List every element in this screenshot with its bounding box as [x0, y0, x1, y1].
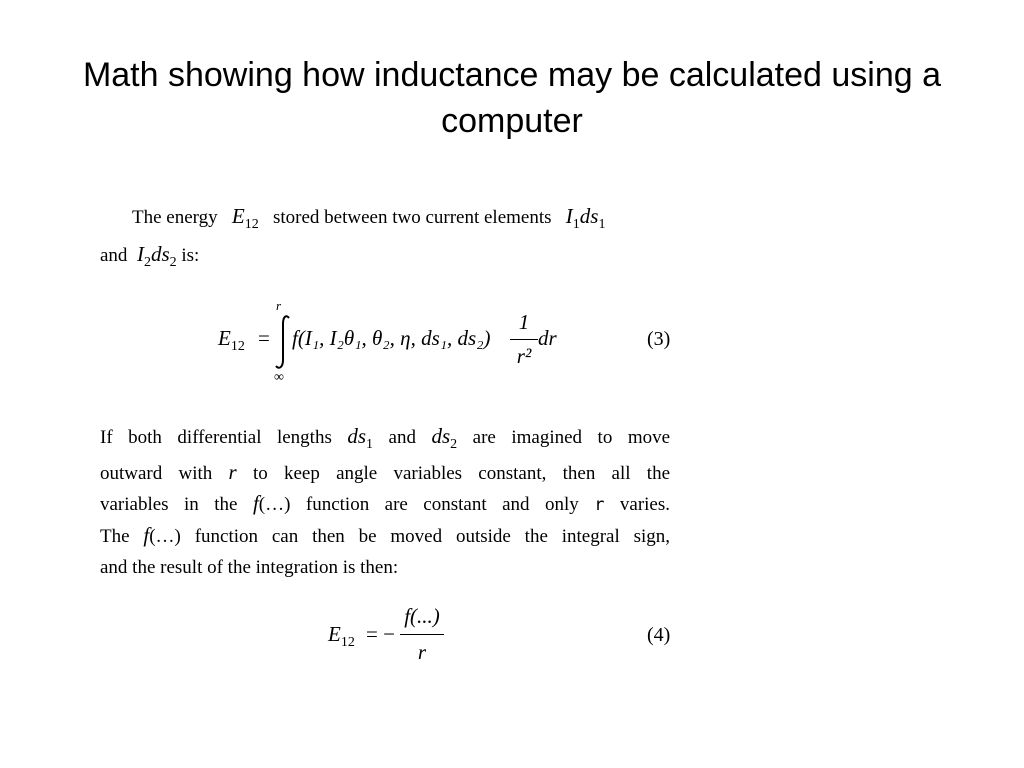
intro-word-energy: The energy [132, 207, 218, 228]
intro-line-2 [100, 242, 670, 271]
eq4-frac-bar [400, 634, 444, 635]
eq3-frac-bar [510, 339, 538, 340]
f-symbol: f [143, 523, 150, 547]
para2-text: variables in the [100, 494, 238, 515]
para2-line-1 [100, 424, 670, 453]
para2-text: are imagined to move [472, 427, 671, 448]
intro-word-and: and [100, 245, 128, 266]
f-symbol: f [252, 491, 259, 515]
r-symbol: r [594, 495, 605, 515]
para2-line-2 [100, 460, 670, 485]
eq3-frac-den: r² [516, 344, 532, 368]
para2-text: If both differential lengths [100, 427, 332, 448]
r-symbol: r [228, 460, 237, 484]
eq3-lhs: $E_{12}$ [218, 326, 245, 354]
eq3-integrand: f(I₁, I₂θ₁, θ₂, η, ds₁, ds₂) [292, 326, 491, 350]
para2-text: (…) function are constant and only [258, 494, 579, 515]
ds2-symbol: $ds_2$ [431, 424, 458, 452]
eq4-lhs: $E_{12}$ [328, 622, 355, 650]
para2-text: (…) function can then be moved outside the integral sign, [149, 526, 671, 547]
ds1-symbol: $ds_1$ [347, 424, 374, 452]
eq3-number: (3) [647, 328, 671, 350]
integral-sign-icon [272, 314, 294, 370]
intro-word-is: is: [181, 245, 200, 266]
intro-word-stored: stored between two current elements [272, 207, 552, 228]
eq3-lower-limit: ∞ [274, 370, 284, 385]
eq3-frac-num: 1 [518, 310, 530, 334]
para2-line-4 [100, 523, 670, 548]
current-element-2: $I_2ds_2$ [136, 242, 177, 270]
para2-text: and [388, 427, 416, 448]
eq4-frac-num: f(...) [404, 604, 440, 628]
current-element-1: $I_1ds_1$ [565, 204, 606, 232]
para2-line-3 [100, 491, 670, 516]
para2-text: to keep angle variables constant, then all the [252, 463, 671, 484]
para2-text: outward with [100, 463, 213, 484]
energy-symbol: $E_{12}$ [231, 204, 259, 232]
slide-title: Math showing how inductance may be calculated using a computer [82, 56, 942, 140]
eq4-frac-den: r [417, 640, 427, 664]
eq3-equals: = [258, 326, 270, 350]
equation-4 [328, 602, 468, 672]
eq4-number: (4) [647, 624, 671, 646]
intro-line-1 [132, 204, 672, 233]
para2-text: varies. [619, 494, 671, 515]
para2-line-5: and the result of the integration is then: [100, 557, 399, 578]
equation-3 [218, 296, 578, 388]
eq3-differential: dr [538, 326, 557, 350]
eq4-equals: = − [366, 622, 395, 646]
eq3-upper-limit: r [276, 298, 282, 313]
para2-text: The [100, 526, 130, 547]
